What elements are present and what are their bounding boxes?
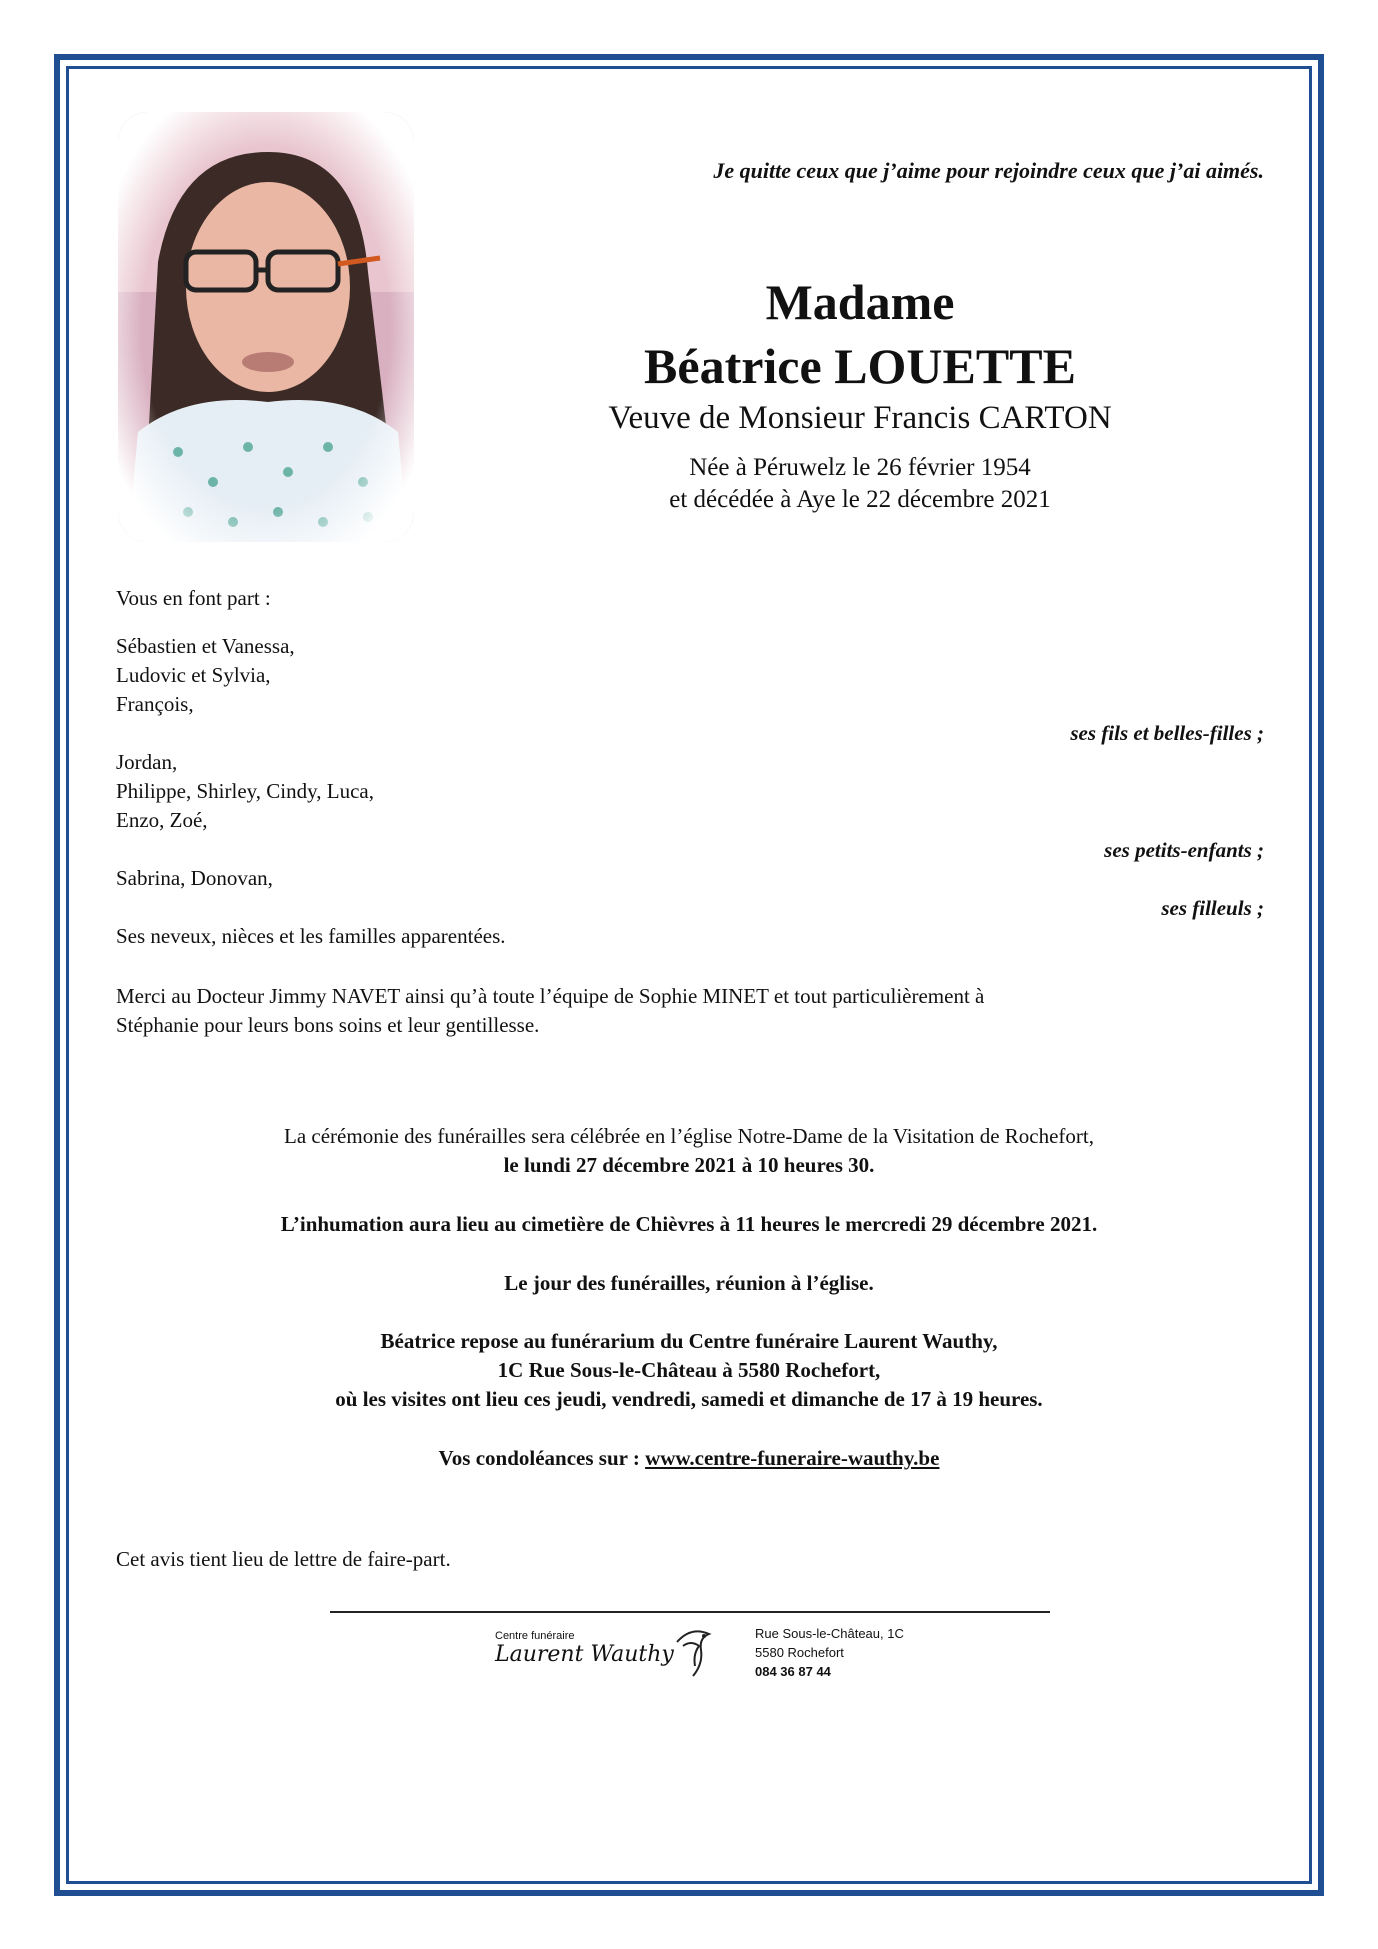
condolences-link[interactable]: www.centre-funeraire-wauthy.be (645, 1446, 940, 1470)
family-name-line: François, (116, 692, 194, 716)
family-name-line: Sabrina, Donovan, (116, 866, 273, 890)
extended-family-line: Ses neveux, nièces et les familles apparentées. (116, 924, 506, 948)
relation-label: ses filleuls ; (1161, 896, 1264, 920)
family-name-line: Jordan, (116, 750, 178, 774)
repose-line: 1C Rue Sous-le-Château à 5580 Rochefort, (497, 1358, 881, 1382)
relation-label: ses fils et belles-filles ; (1070, 721, 1264, 745)
phone-line: 084 36 87 44 (755, 1664, 831, 1679)
portrait-photo (118, 112, 414, 542)
family-name-line: Sébastien et Vanessa, (116, 634, 295, 658)
burial-line: L’inhumation aura lieu au cimetière de Chièvres à 11 heures le mercredi 29 décembre 2021. (280, 1212, 1098, 1236)
logo-script-text: Laurent Wauthy (495, 1642, 674, 1667)
death-line: et décédée à Aye le 22 décembre 2021 (669, 486, 1051, 513)
logo-small-text: Centre funéraire (495, 1630, 575, 1642)
thanks-line: Stéphanie pour leurs bons soins et leur gentillesse. (116, 1013, 540, 1037)
meeting-line: Le jour des funérailles, réunion à l’église. (504, 1271, 874, 1295)
announcers-intro: Vous en font part : (116, 586, 271, 610)
spouse-line: Veuve de Monsieur Francis CARTON (608, 400, 1112, 436)
birth-line: Née à Péruwelz le 26 février 1954 (689, 454, 1031, 481)
repose-line: où les visites ont lieu ces jeudi, vendredi, samedi et dimanche de 17 à 19 heures. (335, 1387, 1043, 1411)
family-name-line: Ludovic et Sylvia, (116, 663, 271, 687)
calla-lily-icon (671, 1624, 715, 1678)
ceremony-line: La cérémonie des funérailles sera célébrée en l’église Notre-Dame de la Visitation de Rochefort, (284, 1124, 1094, 1148)
epigraph-quote: Je quitte ceux que j’aime pour rejoindre ceux que j’ai aimés. (713, 158, 1264, 183)
address-line: Rue Sous-le-Château, 1C (755, 1626, 904, 1641)
repose-line: Béatrice repose au funérarium du Centre funéraire Laurent Wauthy, (380, 1329, 998, 1353)
funeral-home-logo (495, 1620, 935, 1682)
notice-line: Cet avis tient lieu de lettre de faire-part. (116, 1547, 451, 1571)
footer-divider (330, 1611, 1050, 1613)
deceased-name: Béatrice LOUETTE (644, 338, 1076, 394)
condolences-label: Vos condoléances sur : (438, 1446, 646, 1470)
honorific-title: Madame (765, 274, 955, 330)
thanks-line: Merci au Docteur Jimmy NAVET ainsi qu’à toute l’équipe de Sophie MINET et tout particulièrement à (116, 984, 985, 1008)
address-line: 5580 Rochefort (755, 1645, 844, 1660)
ceremony-date: le lundi 27 décembre 2021 à 10 heures 30. (503, 1153, 875, 1177)
logo-address (755, 1624, 904, 1681)
condolences-line (120, 1444, 1258, 1473)
relation-label: ses petits-enfants ; (1104, 838, 1264, 862)
family-name-line: Philippe, Shirley, Cindy, Luca, (116, 779, 374, 803)
family-name-line: Enzo, Zoé, (116, 808, 208, 832)
